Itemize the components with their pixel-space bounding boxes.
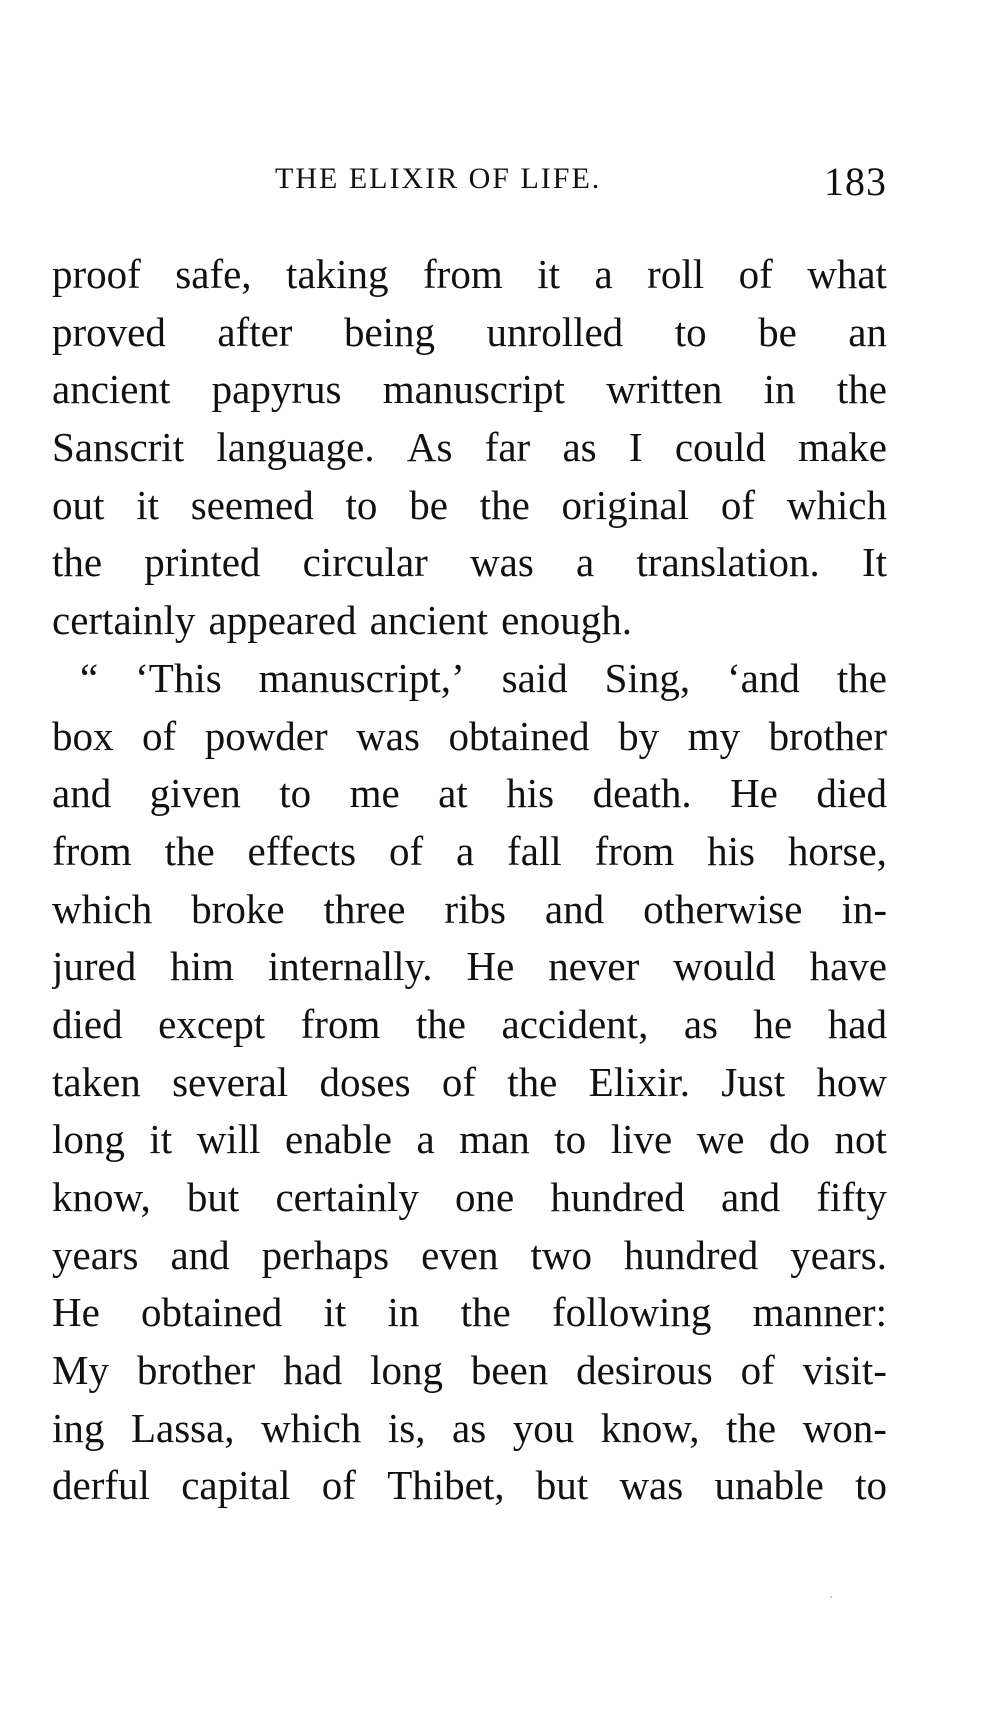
word: and	[52, 770, 112, 817]
word: I	[628, 424, 643, 471]
word: was	[470, 539, 534, 586]
word: jured	[52, 943, 137, 990]
word: would	[673, 943, 776, 990]
text-line	[52, 823, 887, 881]
word: make	[798, 424, 887, 471]
word: it	[323, 1289, 347, 1336]
text-line	[52, 534, 887, 592]
word: been	[470, 1347, 549, 1394]
word: but	[186, 1174, 240, 1220]
word: his	[707, 827, 755, 874]
word: death.	[592, 770, 692, 817]
page-number: 183	[824, 159, 887, 204]
word: hundred	[550, 1174, 685, 1220]
word: long	[370, 1347, 444, 1394]
word: given	[149, 770, 241, 817]
chapter-running-title: THE ELIXIR OF LIFE.	[275, 162, 602, 195]
text-line	[52, 996, 887, 1054]
word: of	[740, 1347, 775, 1394]
word: except	[158, 1000, 266, 1047]
word: it	[537, 251, 560, 297]
text-line	[52, 419, 887, 477]
word: written	[606, 366, 723, 413]
word: the	[164, 827, 215, 874]
text-line	[52, 765, 887, 823]
word: to	[674, 308, 707, 355]
word: even	[421, 1231, 499, 1278]
word: horse,	[787, 827, 887, 874]
word: him	[170, 943, 234, 990]
word: manuscript,’	[258, 654, 465, 701]
word: papyrus	[211, 366, 342, 413]
word: in	[387, 1289, 420, 1336]
word: after	[217, 308, 293, 355]
word: internally.	[267, 943, 433, 990]
word: of	[321, 1462, 356, 1509]
word: which	[786, 481, 887, 528]
text-line	[52, 477, 887, 535]
word: years	[52, 1231, 139, 1278]
word: from	[300, 1000, 381, 1047]
word: the	[460, 1289, 511, 1336]
word: and	[170, 1231, 230, 1278]
text-line	[52, 1400, 887, 1458]
word: my	[687, 712, 741, 759]
word: won-	[802, 1404, 887, 1451]
word: how	[816, 1058, 887, 1105]
word: obtained	[448, 712, 590, 759]
word: manuscript	[382, 366, 565, 413]
word: of	[388, 827, 424, 874]
word: derful	[52, 1462, 150, 1509]
word: translation.	[636, 539, 820, 586]
word: had	[283, 1347, 343, 1394]
word: is,	[387, 1404, 426, 1451]
word: in	[763, 366, 796, 413]
word: safe,	[175, 251, 252, 297]
word: died	[52, 1000, 123, 1047]
word: ‘This	[135, 654, 222, 701]
text-line	[52, 1169, 887, 1227]
word: do	[768, 1116, 810, 1163]
word: brother	[136, 1347, 256, 1394]
word: printed	[144, 539, 261, 586]
word: which	[52, 885, 153, 932]
word: a	[576, 539, 595, 586]
word: a	[416, 1116, 435, 1163]
word: what	[807, 251, 887, 297]
word: the	[479, 481, 530, 528]
word: to	[554, 1116, 587, 1163]
word: My	[52, 1347, 109, 1394]
word: as	[452, 1404, 487, 1451]
word: seemed	[190, 481, 314, 528]
text-line	[52, 1227, 887, 1285]
word: be	[409, 481, 448, 528]
word: taking	[286, 251, 389, 297]
word: in-	[841, 885, 887, 932]
word: “	[80, 654, 99, 701]
word: accident,	[501, 1000, 649, 1047]
word: enable	[285, 1116, 392, 1163]
word: of	[441, 1058, 476, 1105]
word: me	[349, 770, 400, 817]
text-line	[52, 1457, 887, 1515]
word: a	[455, 827, 475, 874]
word: live	[610, 1116, 673, 1163]
word: fifty	[816, 1174, 887, 1220]
word: an	[848, 308, 887, 355]
word: his	[506, 770, 555, 817]
word: to	[855, 1462, 887, 1509]
word: circular	[302, 539, 428, 586]
word: as	[562, 424, 597, 471]
word: ancient	[369, 597, 488, 644]
word: Sanscrit	[52, 424, 185, 471]
word: original	[561, 481, 690, 528]
word: proof	[52, 251, 141, 297]
word: doses	[319, 1058, 411, 1105]
word: not	[834, 1116, 887, 1163]
word: said	[501, 654, 568, 701]
text-line	[52, 1342, 887, 1400]
word: otherwise	[643, 885, 803, 932]
word: powder	[204, 712, 328, 759]
word: several	[172, 1058, 289, 1105]
word: be	[758, 308, 797, 355]
word: appeared	[208, 597, 357, 644]
word: and	[720, 1174, 781, 1220]
word: we	[696, 1116, 745, 1163]
word: the	[415, 1000, 466, 1047]
word: As	[406, 424, 453, 471]
word: will	[196, 1116, 261, 1163]
word: the	[507, 1058, 558, 1105]
word: unable	[714, 1462, 824, 1509]
word: Lassa,	[130, 1404, 235, 1451]
word: roll	[647, 251, 705, 297]
word: of	[142, 712, 177, 759]
word: capital	[181, 1462, 291, 1509]
word: being	[343, 308, 436, 355]
word: three	[323, 885, 406, 932]
word: of	[720, 481, 756, 528]
word: which	[261, 1404, 362, 1451]
word: enough.	[501, 597, 633, 644]
word: Thibet,	[387, 1462, 505, 1509]
word: hundred	[623, 1231, 759, 1278]
word: visit-	[802, 1347, 887, 1394]
word: of	[738, 251, 773, 297]
word: at	[438, 770, 468, 817]
word: a	[594, 251, 613, 297]
word: you	[512, 1404, 575, 1451]
word: It	[861, 539, 887, 586]
word: taken	[52, 1058, 141, 1105]
body-text	[52, 246, 887, 1515]
text-line	[52, 361, 887, 419]
word: brother	[768, 712, 887, 759]
word: unrolled	[486, 308, 624, 355]
word: from	[423, 251, 503, 297]
word: box	[52, 712, 114, 759]
word: broke	[191, 885, 285, 932]
word: one	[455, 1174, 515, 1220]
word: perhaps	[261, 1231, 390, 1278]
word: ‘and	[727, 654, 800, 701]
text-line	[52, 304, 887, 362]
text-line	[52, 592, 887, 650]
word: the	[726, 1404, 777, 1451]
word: certainly	[275, 1174, 419, 1220]
word: years.	[790, 1231, 887, 1278]
text-line	[52, 1111, 887, 1169]
word: following	[551, 1289, 712, 1336]
word: proved	[52, 308, 166, 355]
word: was	[356, 712, 420, 759]
word: died	[816, 770, 887, 817]
running-head	[52, 159, 887, 212]
word: have	[809, 943, 887, 990]
word: could	[674, 424, 766, 471]
word: two	[530, 1231, 592, 1278]
word: it	[136, 481, 159, 528]
word: language.	[216, 424, 375, 471]
word: ing	[52, 1404, 105, 1451]
word: was	[619, 1462, 684, 1509]
word: from	[52, 827, 132, 874]
word: to	[345, 481, 378, 528]
text-line	[52, 1284, 887, 1342]
word: certainly	[52, 597, 196, 644]
word: Elixir.	[588, 1058, 691, 1105]
paper-speck	[830, 1596, 832, 1598]
word: He	[466, 943, 515, 990]
paragraph-first-line	[52, 650, 887, 708]
word: Sing,	[604, 654, 691, 701]
word: fall	[507, 827, 562, 874]
text-line	[52, 246, 887, 304]
word: far	[484, 424, 531, 471]
text-line	[52, 938, 887, 996]
word: to	[279, 770, 312, 817]
word: and	[544, 885, 605, 932]
word: the	[836, 366, 887, 413]
text-line	[52, 881, 887, 939]
text-line	[52, 708, 887, 766]
word: obtained	[141, 1289, 283, 1336]
word: he	[753, 1000, 793, 1047]
word: the	[836, 654, 887, 701]
word: the	[52, 539, 103, 586]
word: effects	[247, 827, 357, 874]
word: ancient	[52, 366, 171, 413]
word: but	[535, 1462, 589, 1509]
word: it	[149, 1116, 173, 1163]
word: know,	[600, 1404, 700, 1451]
word: from	[594, 827, 675, 874]
word: never	[548, 943, 640, 990]
word: by	[618, 712, 660, 759]
word: know,	[52, 1174, 151, 1220]
word: man	[459, 1116, 530, 1163]
word: desirous	[576, 1347, 713, 1394]
word: as	[683, 1000, 719, 1047]
word: He	[730, 770, 778, 817]
word: out	[52, 481, 105, 528]
word: Just	[721, 1058, 786, 1105]
word: He	[52, 1289, 100, 1336]
word: long	[52, 1116, 125, 1163]
word: ribs	[444, 885, 506, 932]
word: manner:	[752, 1289, 887, 1336]
word: had	[827, 1000, 887, 1047]
text-line	[52, 1054, 887, 1112]
